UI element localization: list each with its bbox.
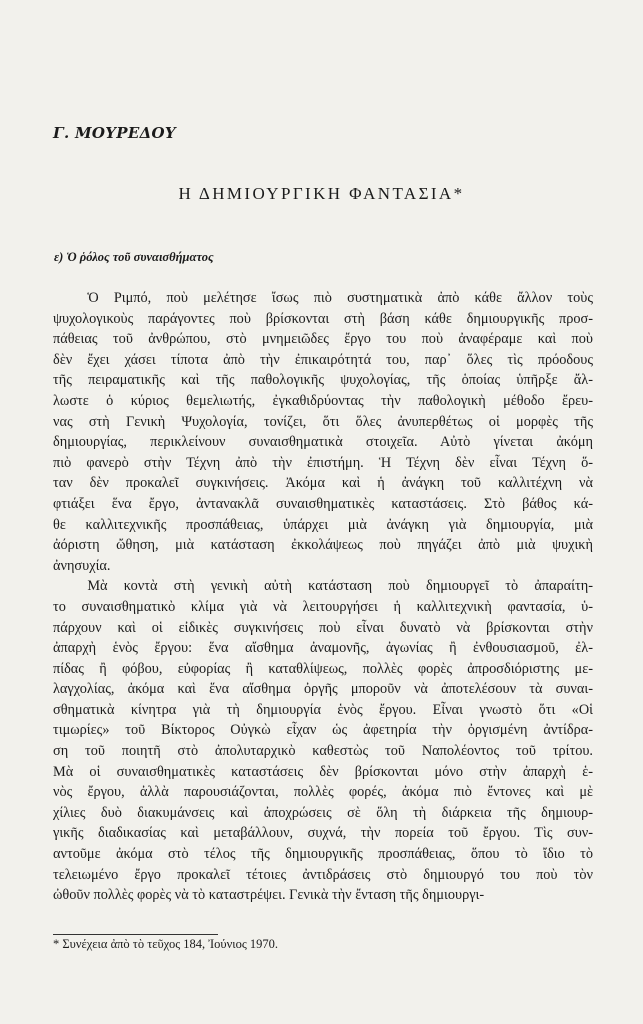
author-name: Γ. ΜΟΥΡΕΔΟΥ xyxy=(53,124,176,142)
footnote-rule xyxy=(53,934,218,935)
footnote: * Συνέχεια ἀπὸ τὸ τεῦχος 184, Ἰούνιος 1970. xyxy=(53,937,279,951)
text-line: ἀπαρχὴ ἑνὸς ἔργου: ἕνα αἴσθημα ἀναμονῆς, ἀγωνίας ἢ ἐνθουσιασμοῦ, ἐλ- xyxy=(53,640,593,657)
section-subheading: ε) Ὁ ῥόλος τοῦ συναισθήματος xyxy=(54,250,214,264)
text-line: σθηματικὰ κίνητρα γιὰ τὴ δημιουργία ἑνὸς ἔργου. Εἶναι γνωστὸ ὅτι «Οἱ xyxy=(53,701,593,718)
text-line: ὠθοῦν πολλὲς φορὲς νὰ τὸ καταστρέψει. Γενικὰ τὴν ἔνταση τῆς δημιουργι- xyxy=(53,887,485,904)
text-line: νας στὴ Γενικὴ Ψυχολογία, τονίζει, ὅτι ὅλες ἀνυπερθέτως οἱ μορφὲς τῆς xyxy=(53,413,593,430)
text-line: πιὸ φανερὸ στὴν Τέχνη ἀπὸ τὴν ἐπιστήμη. Ἡ Τέχνη δὲν εἶναι Τέχνη ὅ- xyxy=(53,454,593,471)
text-line: γικῆς διαδικασίας καὶ μεταβάλλουν, συχνά, τὴν πορεία τοῦ ἔργου. Τὶς συν- xyxy=(53,825,593,842)
text-line: ταν δὲν προκαλεῖ συγκινήσεις. Ἀκόμα καὶ ἡ ἀνάγκη τοῦ καλλιτέχνη νὰ xyxy=(53,475,593,492)
text-line: τιμωρίες» τοῦ Βίκτορος Οὐγκὼ εἶχαν ὡς ἀφετηρία τὴν ὀργισμένη ἀντίδρα- xyxy=(53,722,593,739)
article-title: Η ΔΗΜΙΟΥΡΓΙΚΗ ΦΑΝΤΑΣΙΑ* xyxy=(178,184,465,203)
text-line: ση τοῦ ποιητῆ στὸ ἀπολυταρχικὸ καθεστὼς τοῦ Ναπολέοντος τοῦ τρίτου. xyxy=(53,743,593,760)
text-line: πάθειας τοῦ ἀνθρώπου, στὸ μνημειῶδες ἔργο του ποὺ ἀναφέραμε καὶ ποὺ xyxy=(53,331,593,348)
article-body xyxy=(53,288,593,906)
text-line: φτιάξει ἕνα ἔργο, ἀντανακλᾶ συναισθηματικὲς καταστάσεις. Στὸ βάθος κά- xyxy=(53,495,593,512)
text-line: νὸς ἔργου, ἀλλὰ παρουσιάζονται, πολλὲς φορές, ἀκόμα πιὸ ἔντονες καὶ μὲ xyxy=(53,784,593,801)
paragraph-1 xyxy=(53,288,593,576)
text-line: Μὰ οἱ συναισθηματικὲς καταστάσεις δὲν βρίσκονται μόνο στὴν ἀπαρχὴ ἑ- xyxy=(53,763,593,780)
text-line: πίδας ἢ φόβου, εὐφορίας ἢ καταθλίψεως, πολλὲς φορὲς ἀπροσδιόριστης με- xyxy=(53,660,593,677)
text-line: λαγχολίας, ἀκόμα καὶ ἕνα αἴσθημα ὀργῆς μποροῦν νὰ ἀποτελέσουν τὰ συναι- xyxy=(53,681,593,698)
text-line: τῆς πειραματικῆς καὶ τῆς παθολογικῆς ψυχολογίας, τῆς ὁποίας ὑπῆρξε ἄλ- xyxy=(53,372,593,389)
text-line: λωστε ὁ κύριος θεμελιωτής, ἐγκαθιδρύοντας τὴν παθολογικὴ μέθοδο ἔρευ- xyxy=(53,392,593,409)
text-line: ἀνησυχία. xyxy=(53,557,111,574)
text-line: δημιουργίας, περικλείνουν συναισθηματικὰ στοιχεῖα. Αὐτὸ γίνεται ἀκόμη xyxy=(53,434,593,451)
text-line: Μὰ κοντὰ στὴ γενικὴ αὐτὴ κατάσταση ποὺ δημιουργεῖ τὸ ἀπαραίτη- xyxy=(87,578,593,595)
text-line: αντοῦμε ἀκόμα στὸ τέλος τῆς δημιουργικῆς προσπάθειας, ὅπου τὸ ἴδιο τὸ xyxy=(53,846,593,863)
paragraph-2 xyxy=(53,576,593,906)
text-line: τελειωμένο ἔργο προκαλεῖ τέτοιες ἀντιδράσεις στὸ δημιουργό του ποὺ τὸν xyxy=(53,866,593,883)
text-line: δὲν ἔχει χάσει τίποτα ἀπὸ τὴν ἐπικαιρότητά του, παρ᾽ ὅλες τὶς πρόοδους xyxy=(53,351,593,368)
text-line: ἀόριστη ὤθηση, μιὰ κατάσταση ἐκκολάψεως ποὺ πηγάζει ἀπὸ μιὰ ψυχικὴ xyxy=(53,537,593,554)
text-line: πάρχουν καὶ οἱ εἰδικὲς συγκινήσεις ποὺ εἶναι δυνατὸ νὰ βρίσκονται στὴν xyxy=(53,619,593,636)
text-line: το συναισθηματικὸ κλίμα γιὰ νὰ λειτουργήσει ἡ καλλιτεχνικὴ φαντασία, ὑ- xyxy=(53,598,593,615)
text-line: Ὁ Ριμπό, ποὺ μελέτησε ἴσως πιὸ συστηματικὰ ἀπὸ κάθε ἄλλον τοὺς xyxy=(87,290,593,306)
text-line: ψυχολογικοὺς παράγοντες ποὺ βρίσκονται στὴ βάση κάθε δημιουργικῆς προσ- xyxy=(53,310,593,327)
text-line: χίλιες δυὸ διακυμάνσεις καὶ ἀποχρώσεις σὲ ὅλη τὴ διάρκεια τῆς δημιουρ- xyxy=(53,804,593,821)
text-line: θε καλλιτεχνικῆς προσπάθειας, ὑπάρχει μιὰ ἀνάγκη γιὰ δημιουργία, μιὰ xyxy=(53,516,593,533)
